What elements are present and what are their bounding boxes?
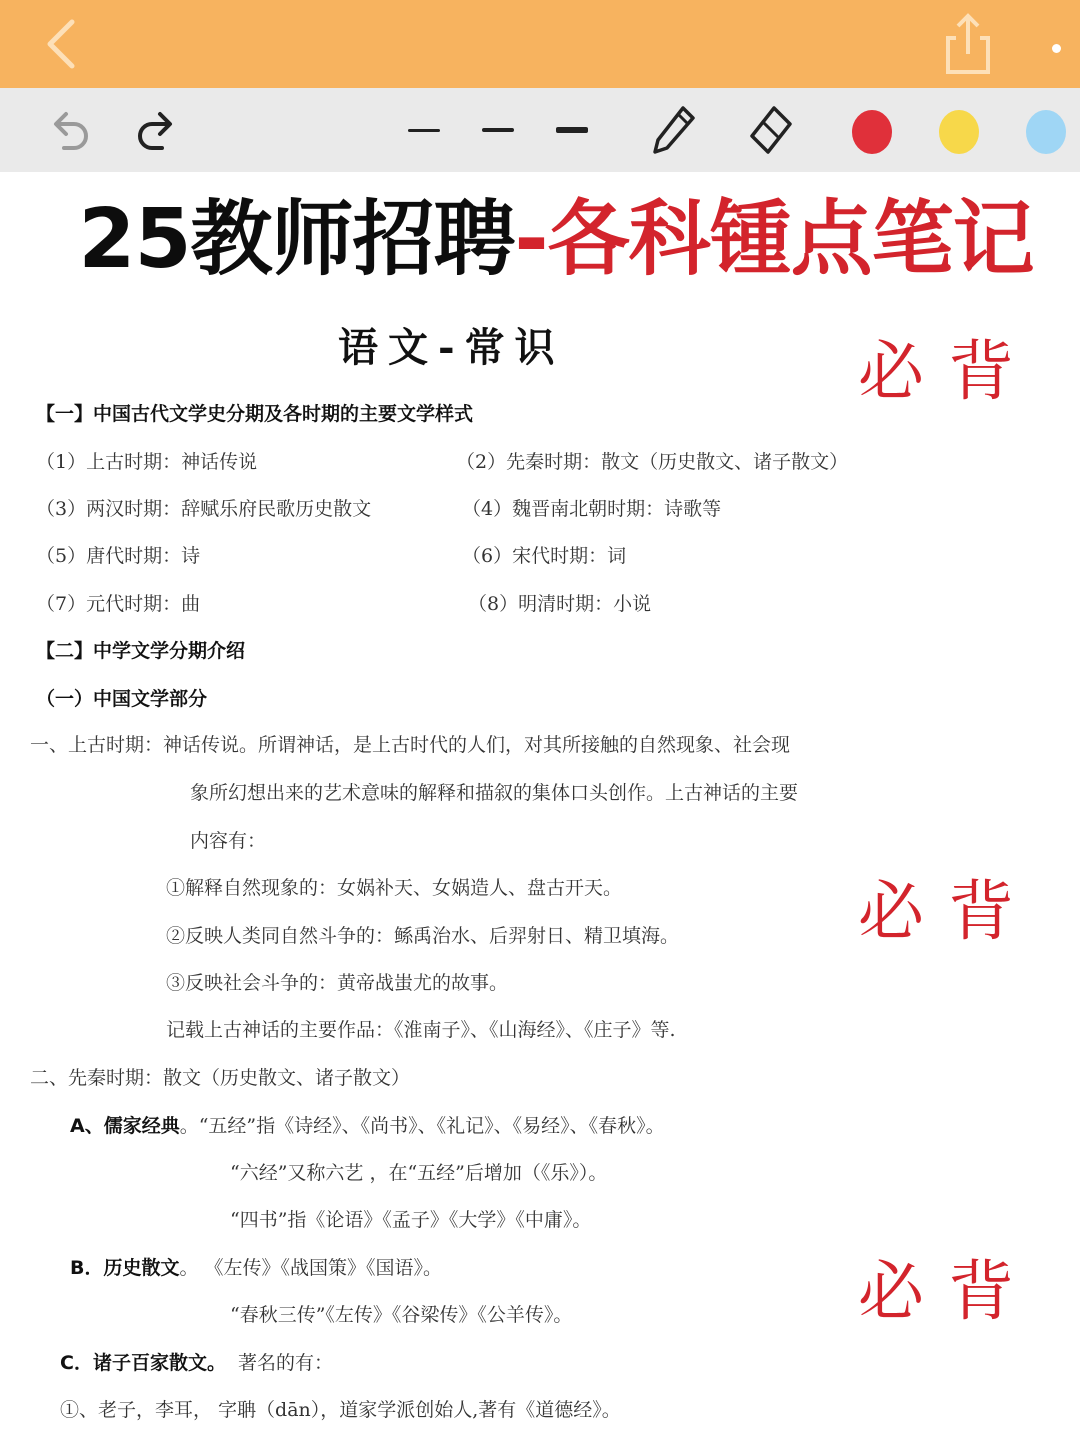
thin-line-icon[interactable] xyxy=(394,88,454,172)
redo-icon[interactable] xyxy=(130,88,186,172)
list-item xyxy=(70,1113,665,1139)
list-item: （4）魏晋南北朝时期：诗歌等 xyxy=(462,498,722,520)
title-accent: -各科锺点笔记 xyxy=(514,192,1034,287)
list-item: ①、老子，李耳， 字聃（dān），道家学派创始人,著有《道德经》。 xyxy=(60,1399,621,1421)
section-heading: 【一】中国古代文学史分期及各时期的主要文学样式 xyxy=(36,403,474,425)
list-item: （1）上古时期：神话传说 xyxy=(36,451,258,473)
list-item: （3）两汉时期：辞赋乐府民歌历史散文 xyxy=(36,498,372,520)
list-item: （6）宋代时期：词 xyxy=(462,545,627,567)
thick-line-icon[interactable] xyxy=(542,88,602,172)
back-icon[interactable] xyxy=(34,14,94,74)
item-label: C．诸子百家散文。 xyxy=(60,1352,226,1374)
list-item xyxy=(70,1255,442,1281)
list-item: （5）唐代时期：诗 xyxy=(36,545,201,567)
item-text: 著名的有： xyxy=(238,1352,334,1374)
list-item: （8）明清时期：小说 xyxy=(468,593,652,615)
item-text: 。“五经”指《诗经》、《尚书》、《礼记》、《易经》、《春秋》。 xyxy=(179,1115,665,1137)
item-label: A、儒家经典 xyxy=(70,1115,180,1137)
share-icon[interactable] xyxy=(938,8,998,80)
subtitle: 语文-常识 xyxy=(338,324,565,371)
top-bar xyxy=(0,0,1080,88)
page-title xyxy=(0,190,1080,290)
list-item: “四书”指《论语》《孟子》《大学》《中庸》。 xyxy=(230,1209,592,1231)
list-item: “六经”又称六艺 ，在“五经”后增加（《乐》）。 xyxy=(230,1162,608,1184)
paragraph-line: 内容有： xyxy=(190,830,267,852)
title-main: 25教师招聘 xyxy=(78,192,515,287)
pencil-icon[interactable] xyxy=(644,88,704,172)
more-icon[interactable] xyxy=(1052,44,1061,53)
list-item: ②反映人类同自然斗争的：鲧禹治水、后羿射日、精卫填海。 xyxy=(166,925,680,947)
list-item: ③反映社会斗争的：黄帝战蚩尤的故事。 xyxy=(166,972,509,994)
must-memorize-stamp: 必背 xyxy=(858,873,1038,950)
list-item: ①解释自然现象的：女娲补天、女娲造人、盘古开天。 xyxy=(166,877,623,899)
list-item: 记载上古神话的主要作品：《淮南子》、《山海经》、《庄子》等. xyxy=(166,1019,676,1041)
yellow-color-swatch[interactable] xyxy=(939,110,979,154)
must-memorize-stamp: 必背 xyxy=(858,333,1038,410)
undo-icon[interactable] xyxy=(40,88,96,172)
paragraph-line: 一、上古时期：神话传说。所谓神话，是上古时代的人们，对其所接触的自然现象、社会现 xyxy=(30,734,791,756)
blue-color-swatch[interactable] xyxy=(1026,110,1066,154)
section-heading: 【二】中学文学分期介绍 xyxy=(36,640,246,662)
item-label: B．历史散文 xyxy=(70,1257,180,1279)
list-item: “春秋三传”《左传》《谷梁传》《公羊传》。 xyxy=(230,1304,573,1326)
drawing-toolbar xyxy=(0,88,1080,172)
must-memorize-stamp: 必背 xyxy=(858,1253,1038,1330)
paragraph-line: 象所幻想出来的艺术意味的解释和描叙的集体口头创作。上古神话的主要 xyxy=(190,782,799,804)
item-text: 。 《左传》《战国策》《国语》。 xyxy=(179,1257,443,1279)
eraser-icon[interactable] xyxy=(740,88,800,172)
list-item: （7）元代时期：曲 xyxy=(36,593,201,615)
red-color-swatch[interactable] xyxy=(852,110,892,154)
paragraph-line: 二、先秦时期：散文（历史散文、诸子散文） xyxy=(30,1067,411,1089)
medium-line-icon[interactable] xyxy=(468,88,528,172)
list-item xyxy=(60,1350,333,1376)
list-item: （2）先秦时期：散文（历史散文、诸子散文） xyxy=(456,451,849,473)
subsection-heading: （一）中国文学部分 xyxy=(36,688,208,710)
